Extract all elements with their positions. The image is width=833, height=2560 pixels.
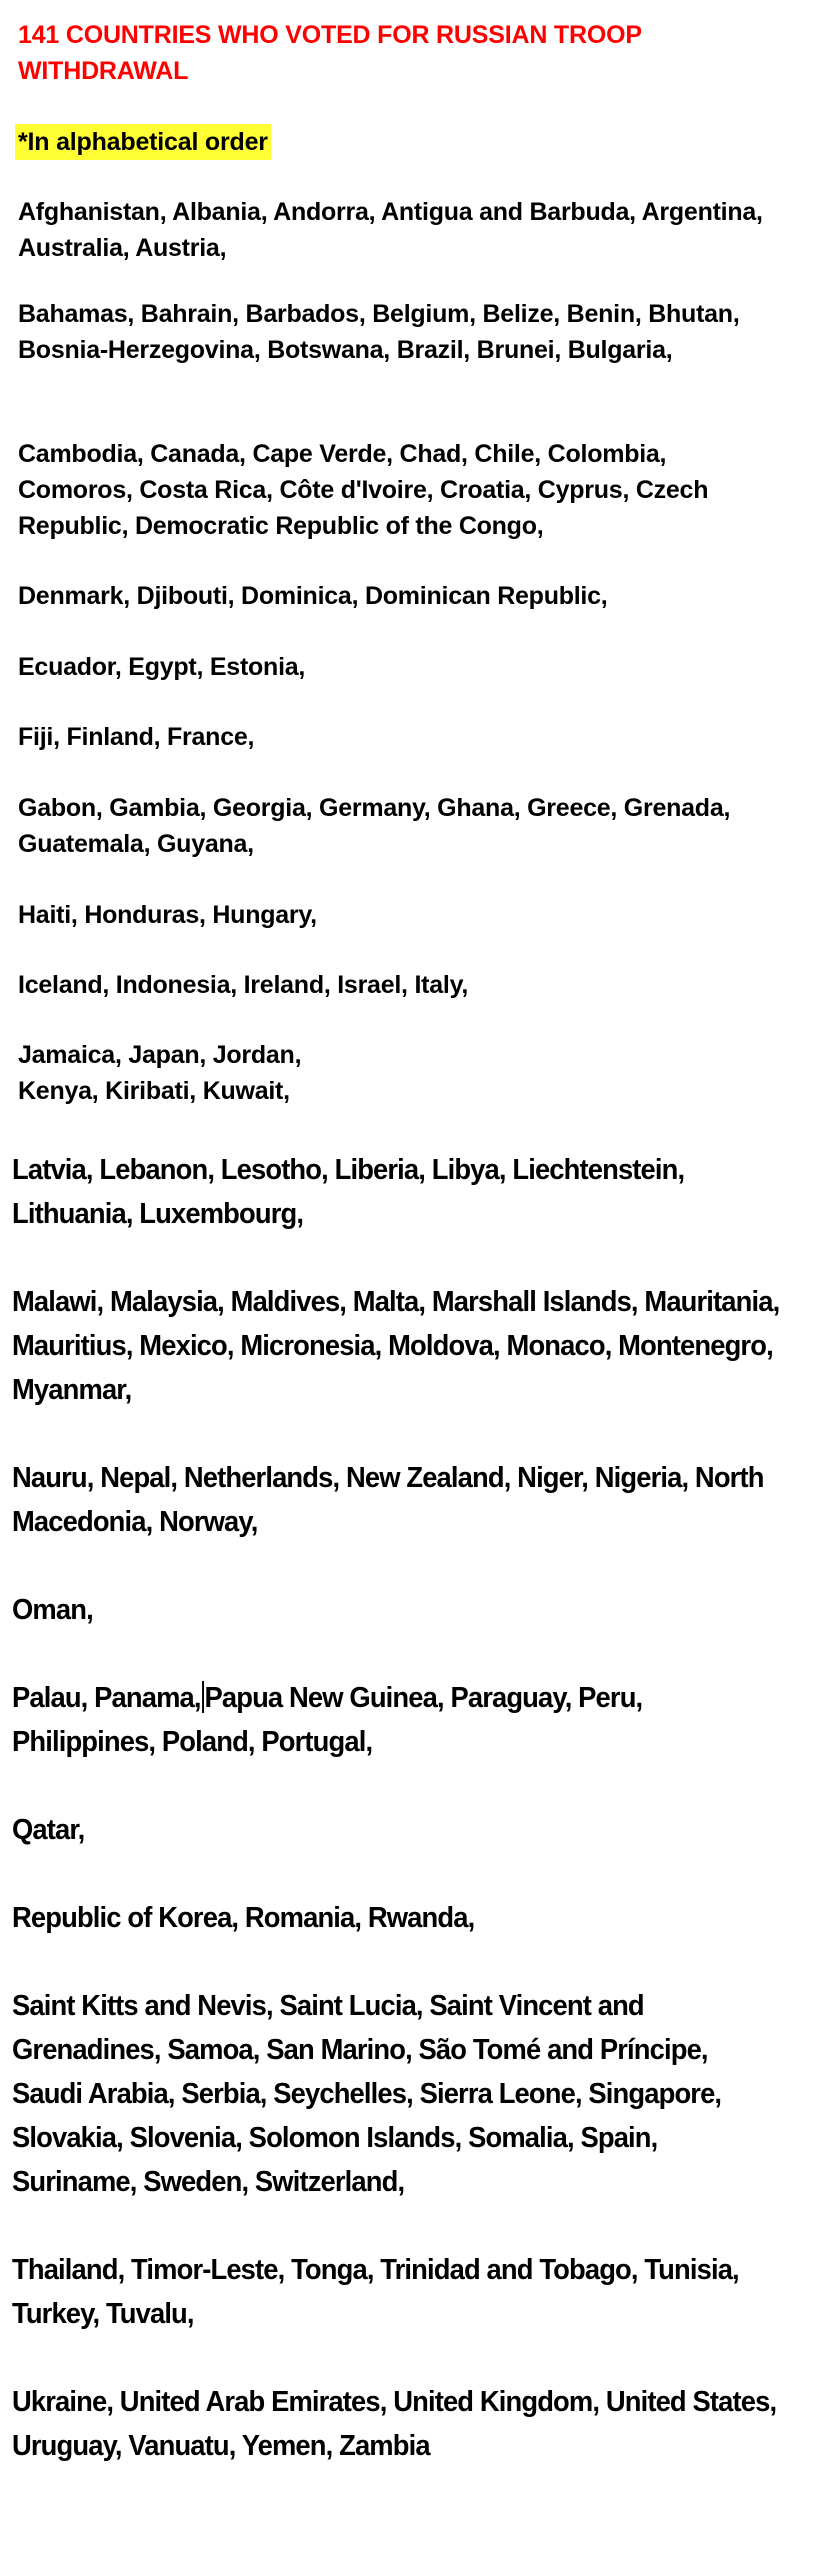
countries-p-end: Papua New Guinea, Paraguay, Peru, Philippines, Poland, Portugal, [12, 1682, 643, 1758]
text-cursor [202, 1681, 204, 1713]
countries-jk [18, 1037, 778, 1109]
countries-n: Nauru, Nepal, Netherlands, New Zealand, Niger, Nigeria, North Macedonia, Norway, [12, 1462, 764, 1538]
countries-k-line: Kenya, Kiribati, Kuwait, [18, 1077, 290, 1105]
countries-r: Republic of Korea, Romania, Rwanda, [12, 1902, 475, 1934]
countries-i: Iceland, Indonesia, Ireland, Israel, Italy, [18, 971, 469, 999]
countries-o: Oman, [12, 1594, 93, 1626]
countries-g: Gabon, Gambia, Georgia, Germany, Ghana, Greece, Grenada, Guatemala, Guyana, [18, 794, 731, 858]
countries-u: Ukraine, United Arab Emirates, United Kingdom, United States, Uruguay, Vanuatu, Yemen, Zambia [12, 2386, 777, 2462]
countries-f: Fiji, Finland, France, [18, 723, 255, 751]
countries-h: Haiti, Honduras, Hungary, [18, 901, 317, 929]
countries-b: Bahamas, Bahrain, Barbados, Belgium, Belize, Benin, Bhutan, Bosnia-Herzegovina, Botswana, Brazil, Brunei, Bulgaria, [18, 300, 740, 364]
countries-e: Ecuador, Egypt, Estonia, [18, 653, 306, 681]
countries-l: Latvia, Lebanon, Lesotho, Liberia, Libya, Liechtenstein, Lithuania, Luxembourg, [12, 1154, 685, 1230]
countries-a: Afghanistan, Albania, Andorra, Antigua and Barbuda, Argentina, Australia, Austria, [18, 198, 763, 262]
document-title: 141 COUNTRIES WHO VOTED FOR RUSSIAN TROOP WITHDRAWAL [18, 21, 642, 85]
countries-p-start: Palau, Panama, [12, 1682, 201, 1714]
countries-s: Saint Kitts and Nevis, Saint Lucia, Saint Vincent and Grenadines, Samoa, San Marino, São Tomé and Príncipe, Saudi Arabia, Serbia, Seychelles, Sierra Leone, Singapore, Slovakia, Slovenia, Solomon Islands, Somalia, Spain, Suriname, Sweden, Switzerland, [12, 1990, 722, 2198]
alphabetical-order-note: *In alphabetical order [15, 124, 271, 160]
countries-d: Denmark, Djibouti, Dominica, Dominican Republic, [18, 582, 608, 610]
countries-q: Qatar, [12, 1814, 85, 1846]
countries-c: Cambodia, Canada, Cape Verde, Chad, Chile, Colombia, Comoros, Costa Rica, Côte d'Ivoire, Croatia, Cyprus, Czech Republic, Democratic Republic of the Congo, [18, 440, 709, 540]
countries-m: Malawi, Malaysia, Maldives, Malta, Marshall Islands, Mauritania, Mauritius, Mexico, Micronesia, Moldova, Monaco, Montenegro, Myanmar, [12, 1286, 780, 1406]
countries-t: Thailand, Timor-Leste, Tonga, Trinidad and Tobago, Tunisia, Turkey, Tuvalu, [12, 2254, 739, 2330]
countries-p [12, 1676, 780, 1764]
countries-j-line: Jamaica, Japan, Jordan, [18, 1041, 302, 1069]
